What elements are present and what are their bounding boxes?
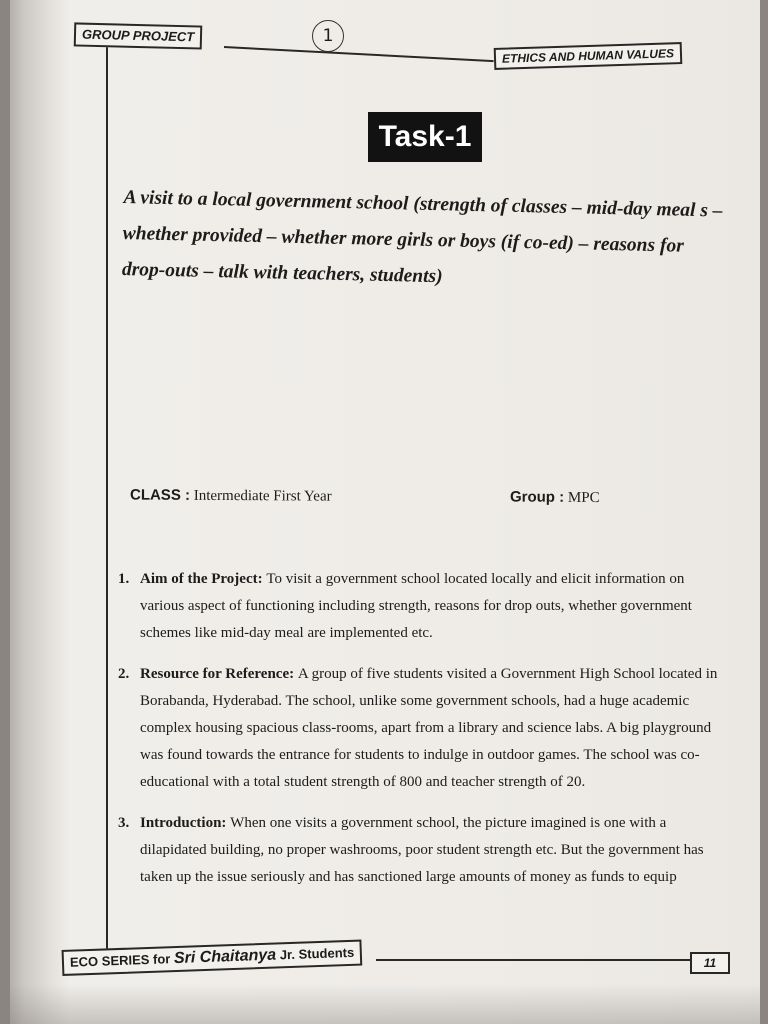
footer-prefix: ECO SERIES for bbox=[69, 951, 171, 970]
margin-rule bbox=[106, 42, 108, 962]
handwritten-page-mark: 1 bbox=[312, 20, 344, 52]
page-shadow-bottom bbox=[10, 984, 760, 1024]
class-label: CLASS : bbox=[129, 486, 191, 504]
footer-suffix: Jr. Students bbox=[279, 944, 355, 963]
section-text: A group of five students visited a Government High School located in Borabanda, Hyderabad. The school, unlike some government schools, had a huge academic complex housing spacious class-rooms, apart from a library and science labs. A big playground was found towards the entrance for students to indulge in outdoor games. The school was co-educational with a total student strength of 800 and teacher strength of 20. bbox=[140, 666, 718, 790]
task-badge: Task-1 bbox=[368, 112, 482, 162]
section-title: Introduction: bbox=[140, 815, 227, 831]
project-sections bbox=[112, 566, 732, 905]
page-number: 11 bbox=[690, 952, 730, 974]
section-number: 1. bbox=[118, 571, 130, 587]
header-group-project-label: GROUP PROJECT bbox=[74, 22, 203, 49]
section-text: To visit a government school located locally and elicit information on various aspect of functioning including strength, reasons for drop outs, whether government schemes like mid-day meal are implemented etc. bbox=[140, 571, 692, 641]
group-value: MPC bbox=[567, 489, 600, 506]
page-sheet bbox=[10, 0, 760, 1024]
header-subject-label: ETHICS AND HUMAN VALUES bbox=[494, 42, 683, 70]
section-resource bbox=[112, 661, 732, 796]
page-shadow-left bbox=[10, 0, 70, 1024]
task-description: A visit to a local government school (strength of classes – mid-day meal s – whether provided – whether more girls or boys (if co-ed) – reasons for drop-outs – talk with teachers, students) bbox=[121, 186, 723, 288]
section-introduction bbox=[112, 810, 732, 891]
section-text: When one visits a government school, the picture imagined is one with a dilapidated building, no proper washrooms, poor student strength etc. But the government has taken up the issue seriously and has sanctioned large amounts of money as funds to equip bbox=[140, 815, 704, 885]
footer-brand: Sri Chaitanya bbox=[173, 946, 277, 968]
section-title: Aim of the Project: bbox=[140, 571, 263, 587]
section-title: Resource for Reference: bbox=[140, 666, 295, 682]
section-number: 3. bbox=[118, 815, 130, 831]
section-aim bbox=[112, 566, 732, 647]
header-connector-line bbox=[224, 46, 494, 62]
section-number: 2. bbox=[118, 666, 130, 682]
class-value: Intermediate First Year bbox=[193, 487, 332, 505]
class-info-row bbox=[130, 487, 690, 508]
group-info bbox=[510, 489, 600, 507]
footer-rule bbox=[376, 959, 692, 961]
group-label: Group : bbox=[509, 488, 565, 506]
